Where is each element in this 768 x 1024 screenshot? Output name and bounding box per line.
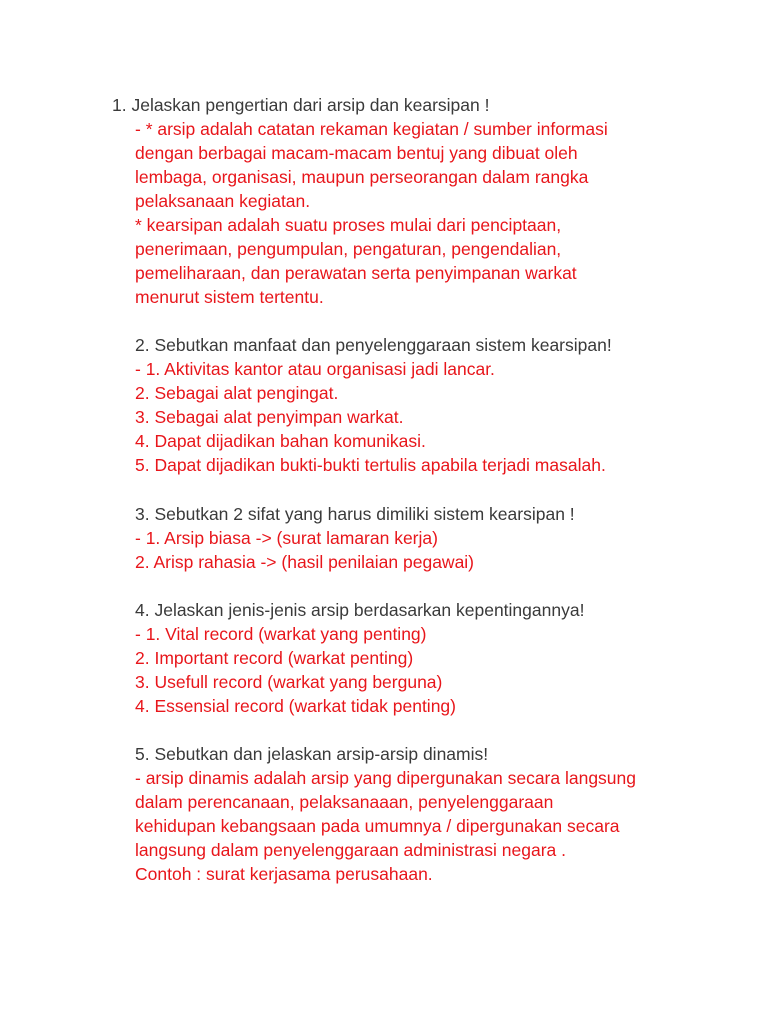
answer-4-line: 2. Important record (warkat penting)	[135, 648, 414, 668]
answer-1-line: * kearsipan adalah suatu proses mulai dari penciptaan,	[135, 215, 562, 235]
question-5: 5. Sebutkan dan jelaskan arsip-arsip dinamis!	[135, 744, 489, 764]
answer-1-line: pemeliharaan, dan perawatan serta penyimpanan warkat	[135, 263, 577, 283]
answer-1-line: menurut sistem tertentu.	[135, 287, 324, 307]
answer-5-line: kehidupan kebangsaan pada umumnya / dipergunakan secara	[135, 816, 620, 836]
answer-1-line: pelaksanaan kegiatan.	[135, 191, 311, 211]
question-4: 4. Jelaskan jenis-jenis arsip berdasarkan kepentingannya!	[135, 600, 585, 620]
answer-1-line: dengan berbagai macam-macam bentuj yang dibuat oleh	[135, 143, 578, 163]
answer-3-line: 2. Arisp rahasia -> (hasil penilaian pegawai)	[135, 552, 475, 572]
answer-1-line: penerimaan, pengumpulan, pengaturan, pengendalian,	[135, 239, 562, 259]
answer-3-line: - 1. Arsip biasa -> (surat lamaran kerja)	[135, 528, 438, 548]
answer-5-line: dalam perencanaan, pelaksanaaan, penyelenggaraan	[135, 792, 554, 812]
answer-2-line: 2. Sebagai alat pengingat.	[135, 383, 339, 403]
answer-4-line: - 1. Vital record (warkat yang penting)	[135, 624, 427, 644]
answer-2-line: 3. Sebagai alat penyimpan warkat.	[135, 407, 404, 427]
question-1: 1. Jelaskan pengertian dari arsip dan kearsipan !	[112, 95, 490, 115]
question-3: 3. Sebutkan 2 sifat yang harus dimiliki sistem kearsipan !	[135, 504, 575, 524]
answer-4-line: 4. Essensial record (warkat tidak penting)	[135, 696, 456, 716]
answer-2-line: 4. Dapat dijadikan bahan komunikasi.	[135, 431, 426, 451]
answer-5-line: - arsip dinamis adalah arsip yang dipergunakan secara langsung	[135, 768, 637, 788]
answer-1-line: lembaga, organisasi, maupun perseorangan dalam rangka	[135, 167, 589, 187]
answer-4-line: 3. Usefull record (warkat yang berguna)	[135, 672, 443, 692]
answer-1-line: - * arsip adalah catatan rekaman kegiatan / sumber informasi	[135, 119, 608, 139]
answer-5-line: langsung dalam penyelenggaraan administrasi negara .	[135, 840, 566, 860]
answer-5-line: Contoh : surat kerjasama perusahaan.	[135, 864, 433, 884]
question-2: 2. Sebutkan manfaat dan penyelenggaraan sistem kearsipan!	[135, 335, 612, 355]
answer-2-line: 5. Dapat dijadikan bukti-bukti tertulis apabila terjadi masalah.	[135, 455, 606, 475]
answer-2-line: - 1. Aktivitas kantor atau organisasi jadi lancar.	[135, 359, 495, 379]
